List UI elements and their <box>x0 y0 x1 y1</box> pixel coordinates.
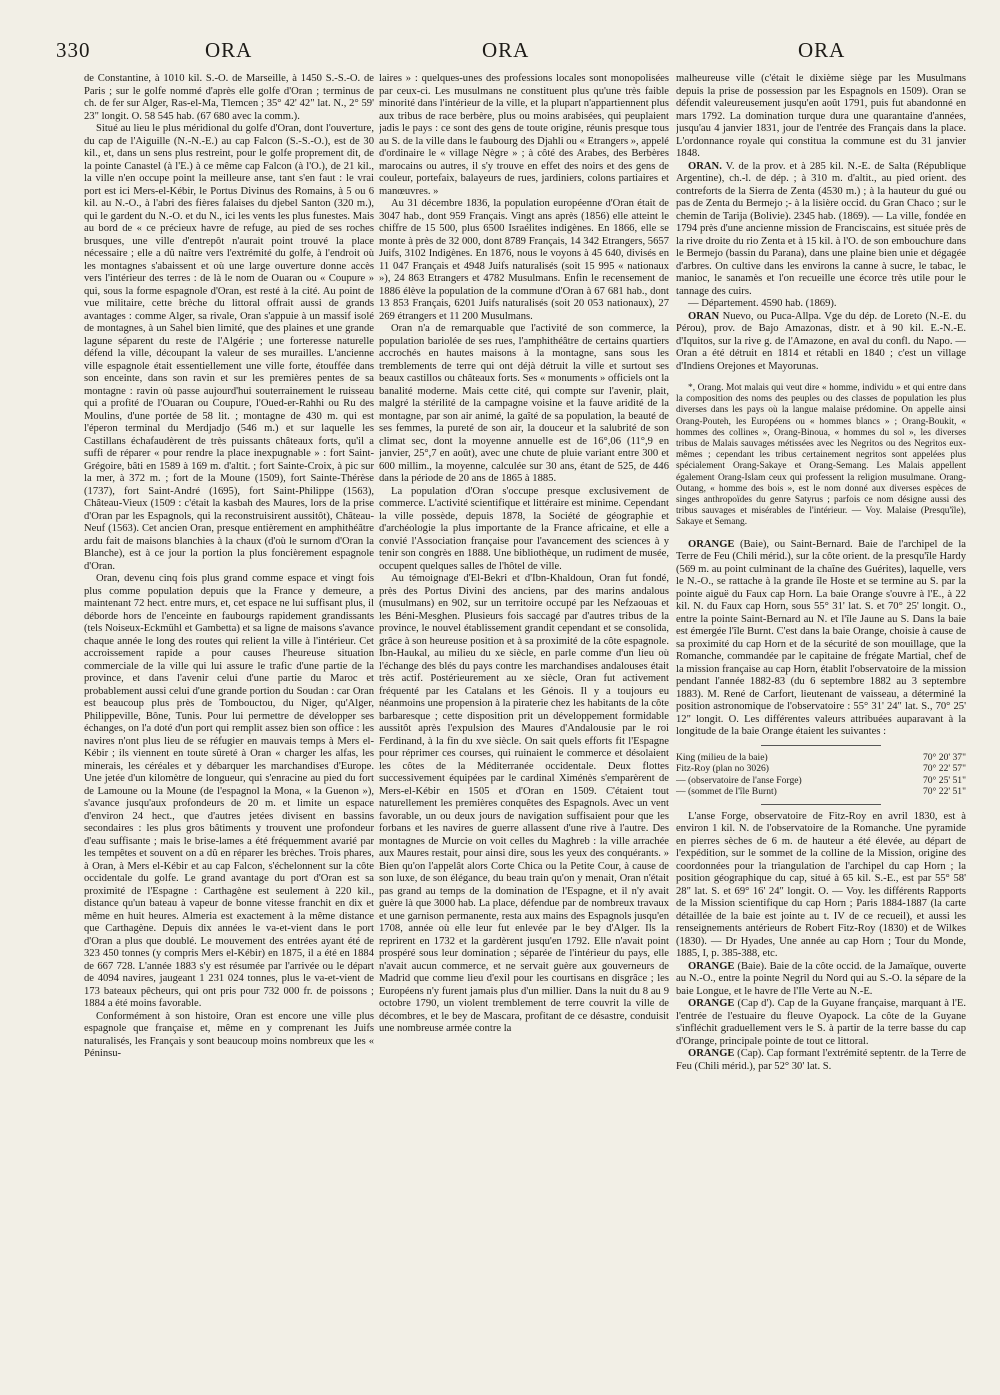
entry-headword: ORAN. <box>688 160 722 172</box>
paragraph: Au témoignage d'El-Bekri et d'Ibn-Khaldoun, Oran fut fondé, près des Portus Divini des anciens, par des marins andalous (musulmans) en 902, sur un territoire occupé par les Nefzaouas et les Béni-Mesghen. Plusieurs fois saccagé par d'autres tribus de la province, le nouvel établissement grandit cependant et se consolida, grâce à son heureuse position et à sa proximité de la côte espagnole. Ibn-Haukal, au milieu du xe siècle, en parle comme d'un lieu où l'échange des blés du pays contre les marchandises andalouses était très actif. Postérieurement au xe siècle, Oran fut activement fréquenté par les Catalans et les Génois. Il y a toujours eu néanmoins une propension à la piraterie chez les habitants de la côte barbaresque ; cette disposition prit un développement formidable aussitôt après l'expulsion des Maures d'Andalousie par le roi Ferdinand, à la fin du xve siècle. On sait quels efforts fit l'Espagne pour réprimer ces courses, qui ruinaient le commerce et désolaient les côtes de la Méditerranée occidentale. Deux flottes successivement équipées par le cardinal Ximénès s'emparèrent de Mers-el-Kébir en 1505 et d'Oran en 1509. C'étaient tout naturellement les premières conquêtes des Espagnols. Avec un vent favorable, un ou deux jours de navigation suffisaient pour que les forbans et les navires de guerre allassent d'une rive à l'autre. Des montagnes de Murcie on voit celles du Maghreb : la ville arrachée aux Maures restait, pour ainsi dire, sous les yeux des conquérants. » Bien qu'on l'appelât alors Corte Chica ou la Petite Cour, à cause de son luxe, de son élégance, du beau train qu'on y menait, Oran n'était pas grand au temps de la domination de l'Espagne, et il n'y avait guère là que 3000 hab. La place, défendue par de nombreux travaux et une garnison permanente, resta aux mains des Espagnols jusqu'en 1708, année où elle leur fut enlevée par le bey d'Alger. Ils la reprirent en 1732 et la gardèrent jusqu'en 1792. Elle n'avait point prospéré sous leur domination ; séparée de l'intérieur du pays, elle n'avait aucun commerce, et ne servait guère aux gouverneurs de Madrid que comme lieu d'exil pour les courtisans en disgrâce ; les Européens n'y furent jamais plus d'un millier. Dans la nuit du 8 au 9 octobre 1790, un violent tremblement de terre couvrit la ville de décombres, et le bey de Mascara, profitant de ce désastre, conduisit une nombreuse armée contre la <box>379 573 669 1034</box>
text-column-3 <box>676 73 966 1373</box>
entry-headword: ORANGE <box>688 1048 735 1060</box>
longitude-table <box>676 752 966 798</box>
paragraph: Conformément à son histoire, Oran est encore une ville plus espagnole que française et, même en y comprenant les Juifs naturalisés, les Français y sont beaucoup moins nombreux que les « Péninsu- <box>84 1010 374 1059</box>
entry-orange-cap-d <box>676 998 966 1048</box>
spacer <box>676 373 966 383</box>
entry-text: (Baie). Baie de la côte occid. de la Jamaïque, ouverte au N.-O., entre la pointe Negril du Nord qui au S.-O. la sépare de la baie Longue, et le havre de l'Ile Verte au N.-E. <box>676 960 966 997</box>
paragraph: Au 31 décembre 1836, la population européenne d'Oran était de 3047 hab., dont 959 Français. Vingt ans après (1856) elle atteint le chiffre de 15 500, plus 6500 Israélites indigènes. En 1866, elle se monte à près de 32 000, dont 8789 Français, 14 342 Etrangers, 5657 Juifs, 3102 Indigènes. En 1876, nous le voyons à 45 640, divisés en 11 047 Français et 4948 Juifs naturalisés (soit 15 995 « nationaux »), 24 863 Etrangers et 4782 Musulmans. Enfin le recensement de 1886 élève la population de la commune d'Oran à 67 681 hab., dont 13 853 Français, 6201 Juifs naturalisés (soit 20 053 nationaux), 27 269 étrangers et 11 200 Musulmans. <box>379 198 669 322</box>
paragraph: La population d'Oran s'occupe presque exclusivement de commerce. L'activité scientifique et littéraire est minime. Cependant la ville possède, depuis 1878, la Société de géographie et d'archéologie la plus importante de la France africaine, et elle a convié l'Association française pour l'avancement des sciences à y tenir son congrès en 1888. Une bibliothèque, un rudiment de musée, occupent quelques salles de l'hôtel de ville. <box>379 485 669 572</box>
table-cell: 70° 20' 37" <box>922 751 966 763</box>
entry-text: Nuevo, ou Puca-Allpa. Vge du dép. de Loreto (N.-E. du Pérou), prov. de Bajo Amazonas, distr. et à 90 kil. E.-N.-E. d'Iquitos, sur la rive g. de l'Amazone, en aval du confl. du Napo. — Oran a été détruit en 1814 et rétabli en 1840 ; c'est un village d'Indiens Orejones et Mayorunas. <box>676 310 966 372</box>
table-row <box>676 786 966 798</box>
entry-headword: ORANGE <box>688 960 735 972</box>
text-column-1 <box>84 73 374 1373</box>
entry-orange-baie <box>676 539 966 739</box>
paragraph: Oran n'a de remarquable que l'activité de son commerce, la population bariolée de ses rues, l'amphithéâtre de certains quartiers accrochés en hautes maisons à la montagne, sans sous les tremblements de terre qui ont déjà détruit la ville et surtout ses beaux castillos ou châteaux forts. Ses « monuments » officiels ont la banalité moderne. Mais cette cité, qui compte sur l'avenir, plait, malgré la stérilité de la campagne voisine et la fauve aridité de la montagne, par son air animé, la gaîté de sa population, la beauté de ses femmes, la pureté de son air, la douceur et la salubrité de son climat sec, dont la moyenne annuelle est de 16°,06 (11°,9 en janvier, 25°,7 en août), avec une chute de pluie variant entre 300 et 600 millim., la moyenne, calculée sur 30 ans, étant de 525, de 446 dans la période de 20 ans de 1865 à 1885. <box>379 323 669 484</box>
running-head-left: ORA <box>205 38 253 62</box>
table-cell: 70° 25' 51" <box>922 774 966 786</box>
entry-text: (Cap). Cap formant l'extrémité septentr. de la Terre de Feu (Chili mérid.), par 52° 30' lat. S. <box>676 1048 966 1072</box>
table-row <box>676 752 966 764</box>
spacer <box>676 529 966 539</box>
table-rule <box>761 745 881 746</box>
table-rule <box>761 804 881 805</box>
entry-orange-jamaique <box>676 961 966 999</box>
paragraph: malheureuse ville (c'était le dixième siège par les Musulmans depuis la prise de possession par les Espagnols en 1509). Oran se défendit valeureusement jusqu'en août 1791, puis fut abandonné en mars 1792. La domination turque dura une quarantaine d'années, jusqu'au 4 janvier 1831, jour de l'entrée des Français dans la place. L'ordonnance royale qui constitua la commune est du 31 janvier 1848. <box>676 73 966 159</box>
entry-orange-cap <box>676 1048 966 1073</box>
entry-orang: *, Orang. Mot malais qui veut dire « homme, individu » et qui entre dans la composition des noms des peuples ou des classes de population les plus diverses dans les pays où la langue malaise prédomine. On appelle ainsi Orang-Pouteh, les Européens ou « hommes blancs » ; Orang-Boukit, « hommes des collines », Orang-Binoua, « hommes du sol », les diverses tribus de Malais sauvages métissées avec les Negritos ou des Negritos eux-mêmes ; cependant les tribus certainement negritos sont appelées plus spécialement Orang-Sakaye et Orang-Semang. Les Malais appellent également Orang-Islam ceux qui professent la religion musulmane. Orang-Outang, « homme des bois », est le nom donné aux diverses espèces de singes anthropoïdes du genre Satyrus ; parfois ce nom désigne aussi des tribus sauvages et misérables de l'intérieur. — Voy. Malaise (Presqu'île), Sakaye et Semang. <box>676 383 966 528</box>
table-cell: — (observatoire de l'anse Forge) <box>676 774 802 786</box>
page-number: 330 <box>56 38 91 62</box>
paragraph: Situé au lieu le plus méridional du golfe d'Oran, dont l'ouverture, du cap de l'Aiguille (N.-N.-E.) au cap Falcon (S.-S.-O.), est de 30 kil., et, dans un sens plus restreint, pour le golfe proprement dit, de la pointe Canastel (à l'E.) à ce même cap Falcon (à l'O.), de 21 kil., la ville n'en occupe point la meilleure anse, tant s'en faut : le vrai port est ici Mers-el-Kébir, le Portus Divinus des Romains, à 5 ou 6 kil. au N.-O., à l'abri des fières falaises du djebel Santon (320 m.), qui le gardent du N.-O. et du N., ici les vents les plus funestes. Mais au bord de « ce précieux havre de refuge, au pied de ses roches brusques, une ville d'entrepôt n'aurait point trouvé la place nécessaire ; elle a dû naître vers l'extrémité du golfe, à l'endroit où les montagnes s'abaissent et où une large ouverture donne accès vers l'intérieur des terres : de là le nom de Ouaran ou « Coupure » qui, sous la forme espagnole d'Oran, est resté à la cité. Au point de vue militaire, cette brèche du littoral offrait aussi de grands avantages : comme Alger, sa rivale, Oran s'appuie à un massif isolé de montagnes, à un Sahel bien limité, que des plaines et une grande lagune séparent du reste de l'Algérie ; une forteresse naturelle défend la ville, découpant la valeur de ses murailles. L'ancienne ville espagnole était essentiellement une ville forte, étouffée dans son enceinte, dans son ravin et sur les premières pentes de sa montagne : ravin où passe aujourd'hui souterrainement le ruisseau qui a profité de l'Ouaran ou Coupure, l'Oued-er-Rahhi ou Ru des Moulins, d'une portée de 58 lit. ; montagne de 430 m. qui est l'éperon terminal du Merdjadjo (546 m.) et sur laquelle les Castillans échafaudèrent de très puissants châteaux forts, qu'il a suffi de réparer « pour rendre la place inexpugnable » : fort Saint-Grégoire, bâti en 1589 à 169 m. d'altit. ; fort Sainte-Croix, à pic sur la mer, à 372 m. ; fort de la Moune (1509), fort Sainte-Thérèse (1737), fort Saint-André (1695), fort Saint-Philippe (1563), Château-Vieux (1509 : c'était la kasbah des Maures, lors de la prise d'Oran par les Espagnols, qui la reconstruisirent aussitôt), Château-Neuf (1563). Cet ancien Oran, presque entièrement en amphithéâtre ardu fait de maisons blanchies à la chaux (d'où le surnom d'Oran la Blanche), est à ce jour la portion la plus foncièrement espagnole d'Oran. <box>84 123 374 572</box>
entry-oran <box>676 161 966 299</box>
entry-text: (Baie), ou Saint-Bernard. Baie de l'archipel de la Terre de Feu (Chili mérid.), sur la côte orient. de la presqu'île Hardy (569 m. au point culminant de la chaîne des Guérites), laquelle, vers le N.-O., se rattache à la grande île Hoste et se termine au S. par la pointe aiguë du Faux cap Horn. La baie Orange s'ouvre à l'E., à 22 kil. N. du Faux cap Horn, sous 55° 31' lat. S. et 70° 25' longit. O., entre la pointe Saint-Bernard au N. et l'île Jaune au S. Dans la baie est émergée l'île Burnt. C'est dans la baie Orange, choisie à cause de sa proximité du cap Horn et de la sécurité de son mouillage, que la Romanche, commandée par le capitaine de frégate Martial, chef de la mission française au cap Horn, établit l'observatoire de la mission pendant l'année 1882-83 (du 6 septembre 1882 au 3 septembre 1883). M. René de Carfort, lieutenant de vaisseau, a déterminé la position astronomique de l'observatoire : 55° 31' 24" lat. S., 70° 25' 12" longit. O. Les différentes valeurs attribuées auparavant à la longitude de la baie Orange étaient les suivantes : <box>676 538 966 738</box>
entry-headword: ORANGE <box>688 998 735 1010</box>
entry-headword: ORAN <box>688 310 720 322</box>
table-cell: King (milieu de la baie) <box>676 751 768 763</box>
paragraph: laires » : quelques-unes des professions locales sont monopolisées par ceux-ci. Les musulmans ne constituent plus qu'une très faible minorité dans l'intérieur de la ville, et la plupart n'appartiennent plus aux tribus de race berbère, plus ou moins arabisées, qui peuplaient jadis le pays : ce sont des gens de toute origine, réunis presque tous au S. de la ville dans le faubourg des Djahli ou « Etrangers », appelé d'ordinaire le « village Nègre » ; à côté des Arabes, des Berbères marocains ou autres, il s'y trouve en effet des noirs et des gens de couleur, portefaix, balayeurs de rues, jardiniers, colons partiaires et manœuvres. » <box>379 73 669 197</box>
running-head-center: ORA <box>482 38 530 62</box>
table-row <box>676 775 966 787</box>
entry-headword: ORANGE <box>688 538 735 550</box>
table-cell: 70° 22' 51" <box>922 786 966 798</box>
entry-text: V. de la prov. et à 285 kil. N.-E. de Salta (République Argentine), ch.-l. de dép. ; à 310 m. d'altit., au pied orient. des contreforts de la Sierra de Zenta (4530 m.) ; à la hauteur du gué ou pas de Zenta du Bermejo ;- à la lisière occid. du Gran Chaco ; sur le chemin de Tarija (Bolivie). 2345 hab. (1869). — La ville, fondée en 1794 près d'une ancienne mission de Franciscains, est située près de la rive droite du rio Zenta et à 15 kil. à l'O. de son embouchure dans le Bermejo (bassin du Parana), dans une plaine bien unie et dégagée d'arbres. On cultive dans les environs la canne à sucre, le tabac, le manioc, le sanamès et l'on recueille une écorce très utile pour le tannage des cuirs. <box>676 160 966 297</box>
entry-oran-nuevo <box>676 311 966 374</box>
paragraph: de Constantine, à 1010 kil. S.-O. de Marseille, à 1450 S.-S.-O. de Paris ; sur le golfe nommé d'après elle golfe d'Oran ; terminus de ch. de fer sur Alger, Ras-el-Ma, Tlemcen ; 35° 42' 42" lat. N., 2° 59' 23" longit. O. 58 545 hab. (67 680 avec la comm.). <box>84 73 374 122</box>
table-cell: Fitz-Roy (plan no 3026) <box>676 763 769 775</box>
paragraph: L'anse Forge, observatoire de Fitz-Roy en avril 1830, est à environ 1 kil. N. de l'observatoire de la Romanche. Une pyramide en pierres sèches de 6 m. de hauteur a été élevée, au départ de l'expédition, sur le sommet de la colline de la Mission, origine des coordonnées pour la triangulation de l'archipel du cap Horn ; la position géographique du cap, situé à 65 kil. S.-E., est par 55° 58' 28" lat. S. et 69° 16' 24" longit. O. — Voy. les différents Rapports de la Mission scientifique du cap Horn ; Paris 1884-1887 (la carte détaillée de la baie est jointe au t. IV de ce recueil), et aussi les renseignements antérieurs de Robert Fitz-Roy (1830) et de Wilkes (1830). — Dr Hyades, Une année au cap Horn ; Tour du Monde, 1885, I, p. 385-388, etc. <box>676 810 966 960</box>
table-cell: 70° 22' 57" <box>922 763 966 775</box>
paragraph: Oran, devenu cinq fois plus grand comme espace et vingt fois plus comme population depuis que la France y demeure, a maintenant 72 hect. entre murs, et, cet espace ne lui suffisant plus, il déborde hors de l'enceinte en faubourgs rapidement grandissants (tels Noiseux-Eckmühl et Gambetta) et sa ligne de maisons s'avance chaque année le long des routes qui relient la ville à l'intérieur. Cet accroissement rapide a pour causes l'heureuse situation commerciale de la ville qui lui assure le trafic d'une partie de la province, et dans l'avenir celui d'une partie du Maroc et probablement aussi celui d'une grande portion du Soudan : car Oran est beaucoup plus près de Tombouctou, du Niger, qu'Alger, Philippeville, Bône, Tunis. Pour lui permettre de développer ses échanges, on l'a doté d'un port qui remplit assez bien son office : les navires n'ont plus lieu de se réfugier en mauvais temps à Mers el-Kébir ; ils viennent en toute sûreté à Oran « charger les alfas, les minerais, les céréales et y débarquer les marchandises d'Europe. Une jetée d'un kilomètre de longueur, qui s'enracine au pied du fort de Lamoune ou la Moune (de l'espagnol la Mona, « la Guenon »), s'avance jusqu'aux profondeurs de 20 m. et limite un espace d'environ 24 hect., que d'autres jetées divisent en bassins secondaires : les plus gros bâtiments y trouvent une profondeur d'eau suffisante ; mais le brise-lames a été fréquemment avarié par les tempêtes et souvent on a dû en réparer les brèches. Trois phares, à Oran, à Mers el-Kébir et au cap Falcon, s'échelonnent sur la côte occidentale du golfe. Le grand avantage du port d'Oran est sa proximité de l'Espagne : Carthagène est seulement à 220 kil., distance qu'un bateau à vapeur de bonne vitesse franchit en dix et même en huit heures. Almeria est exactement à la même distance que Carthagène. Depuis dix années le va-et-vient dans le port d'Oran a plus que doublé. Le mouvement des entrées ayant été de 323 450 tonnes (y compris Mers el-Kébir) en 1875, il a été en 1884 de 667 728. L'année 1883 s'y est résumée par l'arrivée ou le départ de 4094 navires, jaugeant 1 231 024 tonnes, plus le va-et-vient de 173 bateaux pêcheurs, qui ont pris pour 732 000 fr. de poissons ; 1884 a été moins favorable. <box>84 573 374 1009</box>
text-column-2 <box>379 73 669 1373</box>
table-row <box>676 763 966 775</box>
entry-text: (Cap d'). Cap de la Guyane française, marquant à l'E. l'entrée de l'estuaire du fleuve Oyapock. La côte de la Guyane s'infléchit graduellement vers le S. à partir de la terre basse du cap d'Orange, principale pointe de tout ce littoral. <box>676 998 966 1047</box>
page-header <box>56 38 956 72</box>
running-head-right: ORA <box>798 38 846 62</box>
table-cell: — (sommet de l'île Burnt) <box>676 786 777 798</box>
paragraph: — Département. 4590 hab. (1869). <box>688 298 837 309</box>
